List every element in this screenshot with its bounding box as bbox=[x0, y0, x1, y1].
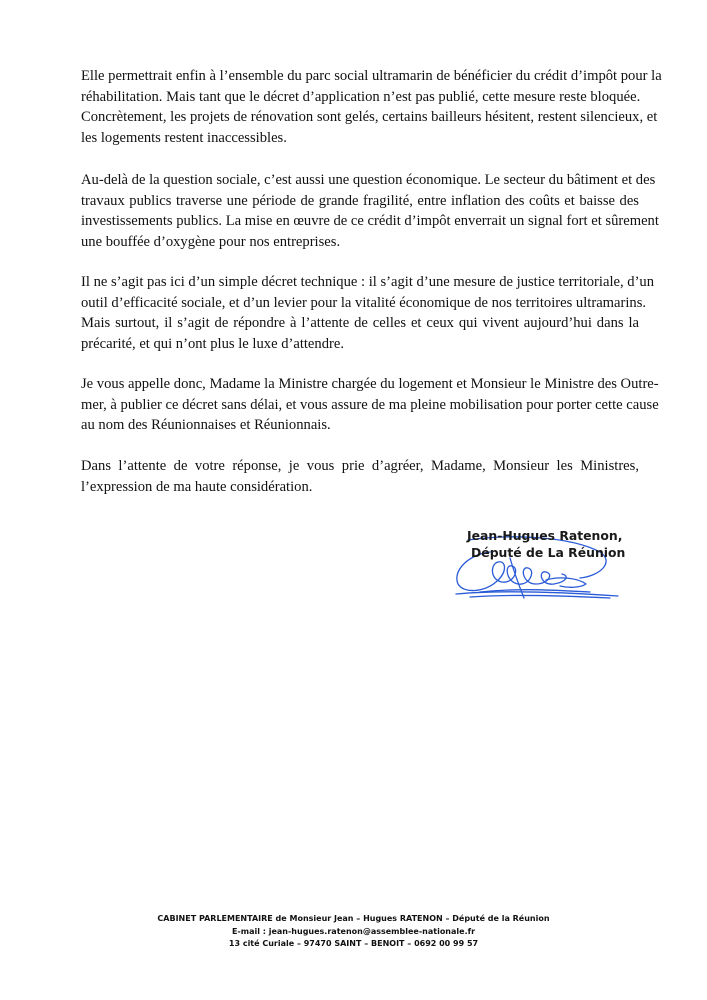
footer-office-detail: de Monsieur Jean – Hugues RATENON – Député de la Réunion bbox=[272, 914, 550, 923]
footer-email: E-mail : jean-hugues.ratenon@assemblee-nationale.fr bbox=[231, 926, 476, 936]
letterhead-footer bbox=[0, 913, 707, 951]
text-line: mer, à publier ce décret sans délai, et vous assure de ma pleine mobilisation pour porter cette cause bbox=[81, 396, 659, 413]
text-line: Elle permettrait enfin à l’ensemble du parc social ultramarin de bénéficier du crédit d’impôt pour la bbox=[81, 68, 662, 84]
text-line: Je vous appelle donc, Madame la Ministre chargée du logement et Monsieur le Ministre des Outre- bbox=[81, 376, 659, 392]
text-line: travaux publics traverse une période de grande fragilité, entre inflation des coûts et baisse des bbox=[81, 192, 639, 209]
text-line: au nom des Réunionnaises et Réunionnais. bbox=[81, 417, 331, 433]
paragraph-tax-credit bbox=[81, 66, 662, 148]
text-line: précarité, et qui n’ont plus le luxe d’attendre. bbox=[81, 335, 344, 352]
paragraph-appeal bbox=[81, 374, 659, 436]
text-line: Au-delà de la question sociale, c’est aussi une question économique. Le secteur du bâtiment et des bbox=[81, 172, 656, 188]
paragraph-closing bbox=[81, 456, 639, 497]
signatory-name: Jean-Hugues Ratenon, bbox=[467, 528, 623, 543]
footer-office-line bbox=[0, 913, 707, 926]
paragraph-economic bbox=[81, 170, 659, 252]
text-line: Dans l’attente de votre réponse, je vous prie d’agréer, Madame, Monsieur les Ministres, bbox=[81, 458, 639, 474]
text-line: outil d’efficacité sociale, et d’un levier pour la vitalité économique de nos territoires ultramarins. bbox=[81, 294, 647, 311]
text-line: Concrètement, les projets de rénovation sont gelés, certains bailleurs hésitent, restent silencieux, et bbox=[81, 109, 658, 125]
footer-office-label: CABINET PARLEMENTAIRE bbox=[157, 914, 273, 923]
text-line: investissements publics. La mise en œuvre de ce crédit d’impôt enverrait un signal fort et sûrement bbox=[81, 213, 659, 229]
signatory-title: Député de La Réunion bbox=[471, 545, 626, 560]
text-line: une bouffée d’oxygène pour nos entreprises. bbox=[81, 233, 341, 250]
text-line: l’expression de ma haute considération. bbox=[81, 478, 313, 495]
signature-block bbox=[450, 526, 650, 606]
footer-address: 13 cité Curiale – 97470 SAINT – BENOIT – 0692 00 99 57 bbox=[228, 939, 479, 948]
text-line: Mais surtout, il s’agit de répondre à l’attente de celles et ceux qui vivent aujourd’hui dans la bbox=[81, 315, 639, 331]
text-line: Il ne s’agit pas ici d’un simple décret technique : il s’agit d’une mesure de justice territoriale, d’un bbox=[81, 274, 655, 290]
text-line: les logements restent inaccessibles. bbox=[81, 129, 287, 146]
text-line: réhabilitation. Mais tant que le décret d’application n’est pas publié, cette mesure reste bloquée. bbox=[81, 88, 641, 105]
paragraph-justice bbox=[81, 272, 655, 354]
